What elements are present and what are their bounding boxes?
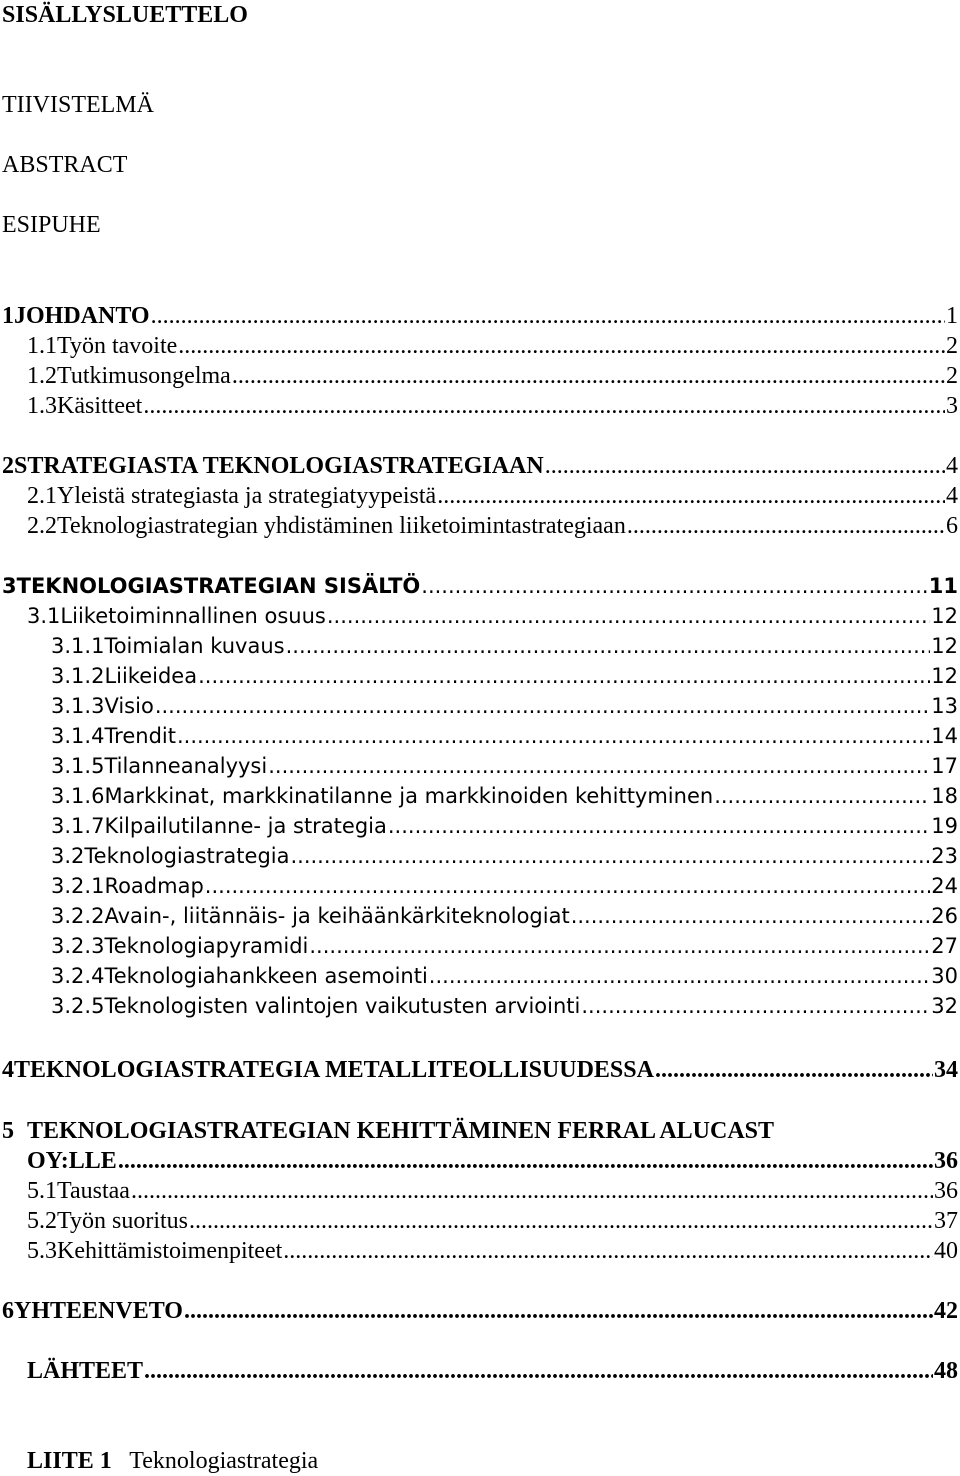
toc-title: Teknologiahankkeen asemointi [104, 964, 428, 988]
page-title: SISÄLLYSLUETTELO [2, 2, 248, 28]
toc-leader [268, 751, 930, 781]
toc-number: 2.1 [27, 483, 57, 509]
toc-number: 5 [2, 1118, 14, 1144]
toc-number: 3.1.1 [51, 634, 105, 658]
toc-leader [151, 301, 945, 331]
toc-leader [571, 901, 931, 931]
toc-page: 18 [931, 784, 958, 808]
toc-leader [232, 361, 945, 391]
toc-leader [205, 871, 930, 901]
toc-page: 4 [946, 453, 958, 479]
toc-entry[interactable] [51, 841, 958, 871]
toc-title: Yleistä strategiasta ja strategiatyypeistä [57, 483, 437, 509]
toc-page: 1 [946, 303, 958, 329]
toc-entry[interactable] [27, 1146, 958, 1176]
toc-leader [309, 931, 930, 961]
toc-entry[interactable] [27, 391, 958, 421]
toc-entry[interactable] [27, 601, 958, 631]
toc-leader [581, 991, 930, 1021]
toc-page: 2 [946, 333, 958, 359]
toc-leader [388, 811, 930, 841]
toc-leader [198, 661, 930, 691]
toc-number: 6 [2, 1298, 14, 1324]
toc-title: TEKNOLOGIASTRATEGIAN SISÄLTÖ [16, 574, 421, 598]
toc-title: Markkinat, markkinatilanne ja markkinoiden kehittyminen [104, 784, 714, 808]
toc-page: 42 [934, 1298, 958, 1324]
toc-page: 27 [931, 934, 958, 958]
toc-leader [290, 841, 930, 871]
toc-leader [655, 1055, 933, 1085]
toc-entry[interactable] [27, 1356, 958, 1386]
toc-leader [184, 1296, 933, 1326]
toc-title: Liikeidea [104, 664, 198, 688]
toc-entry[interactable] [51, 811, 958, 841]
toc-number: 2 [2, 453, 14, 479]
toc-entry[interactable] [2, 451, 958, 481]
toc-title: Trendit [104, 724, 176, 748]
toc-number: 1 [2, 303, 14, 329]
toc-leader [327, 601, 930, 631]
toc-number: 2.2 [27, 513, 57, 539]
toc-title: Roadmap [104, 874, 204, 898]
toc-title: Työn tavoite [57, 333, 178, 359]
front-matter-abstract-en: ABSTRACT [2, 152, 128, 178]
toc-leader [627, 511, 945, 541]
toc-entry[interactable] [27, 361, 958, 391]
front-matter-abstract-fi: TIIVISTELMÄ [2, 92, 154, 118]
toc-title: TEKNOLOGIASTRATEGIAN KEHITTÄMINEN FERRAL ALUCAST [27, 1118, 775, 1144]
toc-number: 1.2 [27, 363, 57, 389]
toc-title: Teknologiapyramidi [104, 934, 309, 958]
toc-title: JOHDANTO [14, 303, 150, 329]
toc-number: 5.1 [27, 1178, 57, 1204]
toc-page: 48 [934, 1358, 958, 1384]
toc-page: 12 [931, 604, 958, 628]
toc-entry[interactable] [51, 691, 958, 721]
toc-page: 12 [931, 634, 958, 658]
appendix-label: LIITE 1 [27, 1448, 112, 1474]
toc-page: 4 [946, 483, 958, 509]
toc-entry[interactable] [27, 1206, 958, 1236]
toc-number: 3.2.3 [51, 934, 105, 958]
toc-title: Kilpailutilanne- ja strategia [104, 814, 387, 838]
toc-title: Teknologisten valintojen vaikutusten arviointi [104, 994, 581, 1018]
toc-title: TEKNOLOGIASTRATEGIA METALLITEOLLISUUDESSA [14, 1057, 654, 1083]
toc-entry-first-line[interactable] [2, 1116, 952, 1146]
toc-entry[interactable] [51, 991, 958, 1021]
toc-page: 23 [931, 844, 958, 868]
toc-leader [714, 781, 930, 811]
toc-number: 3.2 [51, 844, 85, 868]
toc-entry[interactable] [51, 721, 958, 751]
toc-page: 11 [928, 574, 958, 598]
front-matter-preface: ESIPUHE [2, 212, 101, 238]
toc-page: 26 [931, 904, 958, 928]
toc-entry[interactable] [27, 1176, 958, 1206]
toc-leader [286, 631, 931, 661]
toc-page: 34 [934, 1057, 958, 1083]
toc-title: Teknologiastrategian yhdistäminen liiketoimintastrategiaan [57, 513, 626, 539]
toc-title: Tilanneanalyysi [104, 754, 268, 778]
toc-page: 24 [931, 874, 958, 898]
toc-entry[interactable] [51, 901, 958, 931]
toc-number: 3.2.5 [51, 994, 105, 1018]
toc-page: 6 [946, 513, 958, 539]
toc-number: 3.1.3 [51, 694, 105, 718]
toc-title: Teknologiastrategia [84, 844, 290, 868]
toc-page: 3 [946, 393, 958, 419]
toc-title-continued: OY:LLE [27, 1148, 117, 1174]
toc-number: 1.3 [27, 393, 57, 419]
toc-entry[interactable] [51, 631, 958, 661]
toc-entry[interactable] [2, 1055, 958, 1085]
toc-title: Visio [104, 694, 154, 718]
toc-page: 36 [934, 1178, 958, 1204]
toc-number: 3.1.5 [51, 754, 105, 778]
toc-number: 3.1.6 [51, 784, 105, 808]
toc-title: Liiketoiminnallinen osuus [60, 604, 326, 628]
toc-number: 3.1.2 [51, 664, 105, 688]
toc-leader [144, 1356, 933, 1386]
toc-leader [189, 1206, 933, 1236]
toc-entry[interactable] [27, 481, 958, 511]
toc-number: 3.1.7 [51, 814, 105, 838]
toc-number: 1.1 [27, 333, 57, 359]
toc-leader [429, 961, 930, 991]
toc-leader [545, 451, 945, 481]
toc-number: 3.1 [27, 604, 61, 628]
toc-page: 40 [934, 1238, 958, 1264]
toc-page: 36 [934, 1148, 958, 1174]
toc-leader [131, 1176, 933, 1206]
toc-page: 37 [934, 1208, 958, 1234]
toc-leader [178, 331, 945, 361]
appendix-title: Teknologiastrategia [129, 1448, 319, 1474]
toc-number: 3.2.2 [51, 904, 105, 928]
toc-leader [155, 691, 930, 721]
toc-entry[interactable] [51, 931, 958, 961]
toc-leader [283, 1236, 933, 1266]
toc-number: 4 [2, 1057, 14, 1083]
toc-title: Tutkimusongelma [57, 363, 231, 389]
toc-page: 30 [931, 964, 958, 988]
toc-title: LÄHTEET [27, 1358, 144, 1384]
toc-page: 14 [931, 724, 958, 748]
toc-title: STRATEGIASTA TEKNOLOGIASTRATEGIAAN [14, 453, 544, 479]
toc-number: 3 [2, 574, 17, 598]
toc-leader [143, 391, 945, 421]
toc-number: 3.2.4 [51, 964, 105, 988]
toc-entry[interactable] [51, 961, 958, 991]
toc-entry[interactable] [51, 661, 958, 691]
toc-page: 12 [931, 664, 958, 688]
appendix-entry[interactable] [27, 1446, 927, 1476]
toc-page: 32 [931, 994, 958, 1018]
toc-entry[interactable] [27, 511, 958, 541]
toc-page: 17 [931, 754, 958, 778]
toc-number: 3.2.1 [51, 874, 105, 898]
toc-number: 3.1.4 [51, 724, 105, 748]
toc-entry[interactable] [2, 1296, 958, 1326]
toc-leader [421, 571, 927, 601]
toc-title: Taustaa [57, 1178, 130, 1204]
toc-number: 5.3 [27, 1238, 57, 1264]
toc-leader [437, 481, 945, 511]
toc-title: Toimialan kuvaus [104, 634, 285, 658]
toc-entry[interactable] [51, 781, 958, 811]
toc-page: 2 [946, 363, 958, 389]
toc-leader [118, 1146, 933, 1176]
toc-entry[interactable] [27, 1236, 958, 1266]
toc-entry[interactable] [27, 331, 958, 361]
toc-entry[interactable] [2, 301, 958, 331]
toc-page: 13 [931, 694, 958, 718]
toc-number: 5.2 [27, 1208, 57, 1234]
toc-title: YHTEENVETO [14, 1298, 183, 1324]
toc-title: Käsitteet [57, 393, 143, 419]
toc-title: Kehittämistoimenpiteet [57, 1238, 283, 1264]
toc-entry[interactable] [51, 751, 958, 781]
toc-leader [177, 721, 930, 751]
toc-title: Avain-, liitännäis- ja keihäänkärkiteknologiat [104, 904, 570, 928]
toc-title: Työn suoritus [57, 1208, 188, 1234]
toc-entry[interactable] [51, 871, 958, 901]
toc-page: 19 [931, 814, 958, 838]
toc-entry[interactable] [2, 571, 958, 601]
